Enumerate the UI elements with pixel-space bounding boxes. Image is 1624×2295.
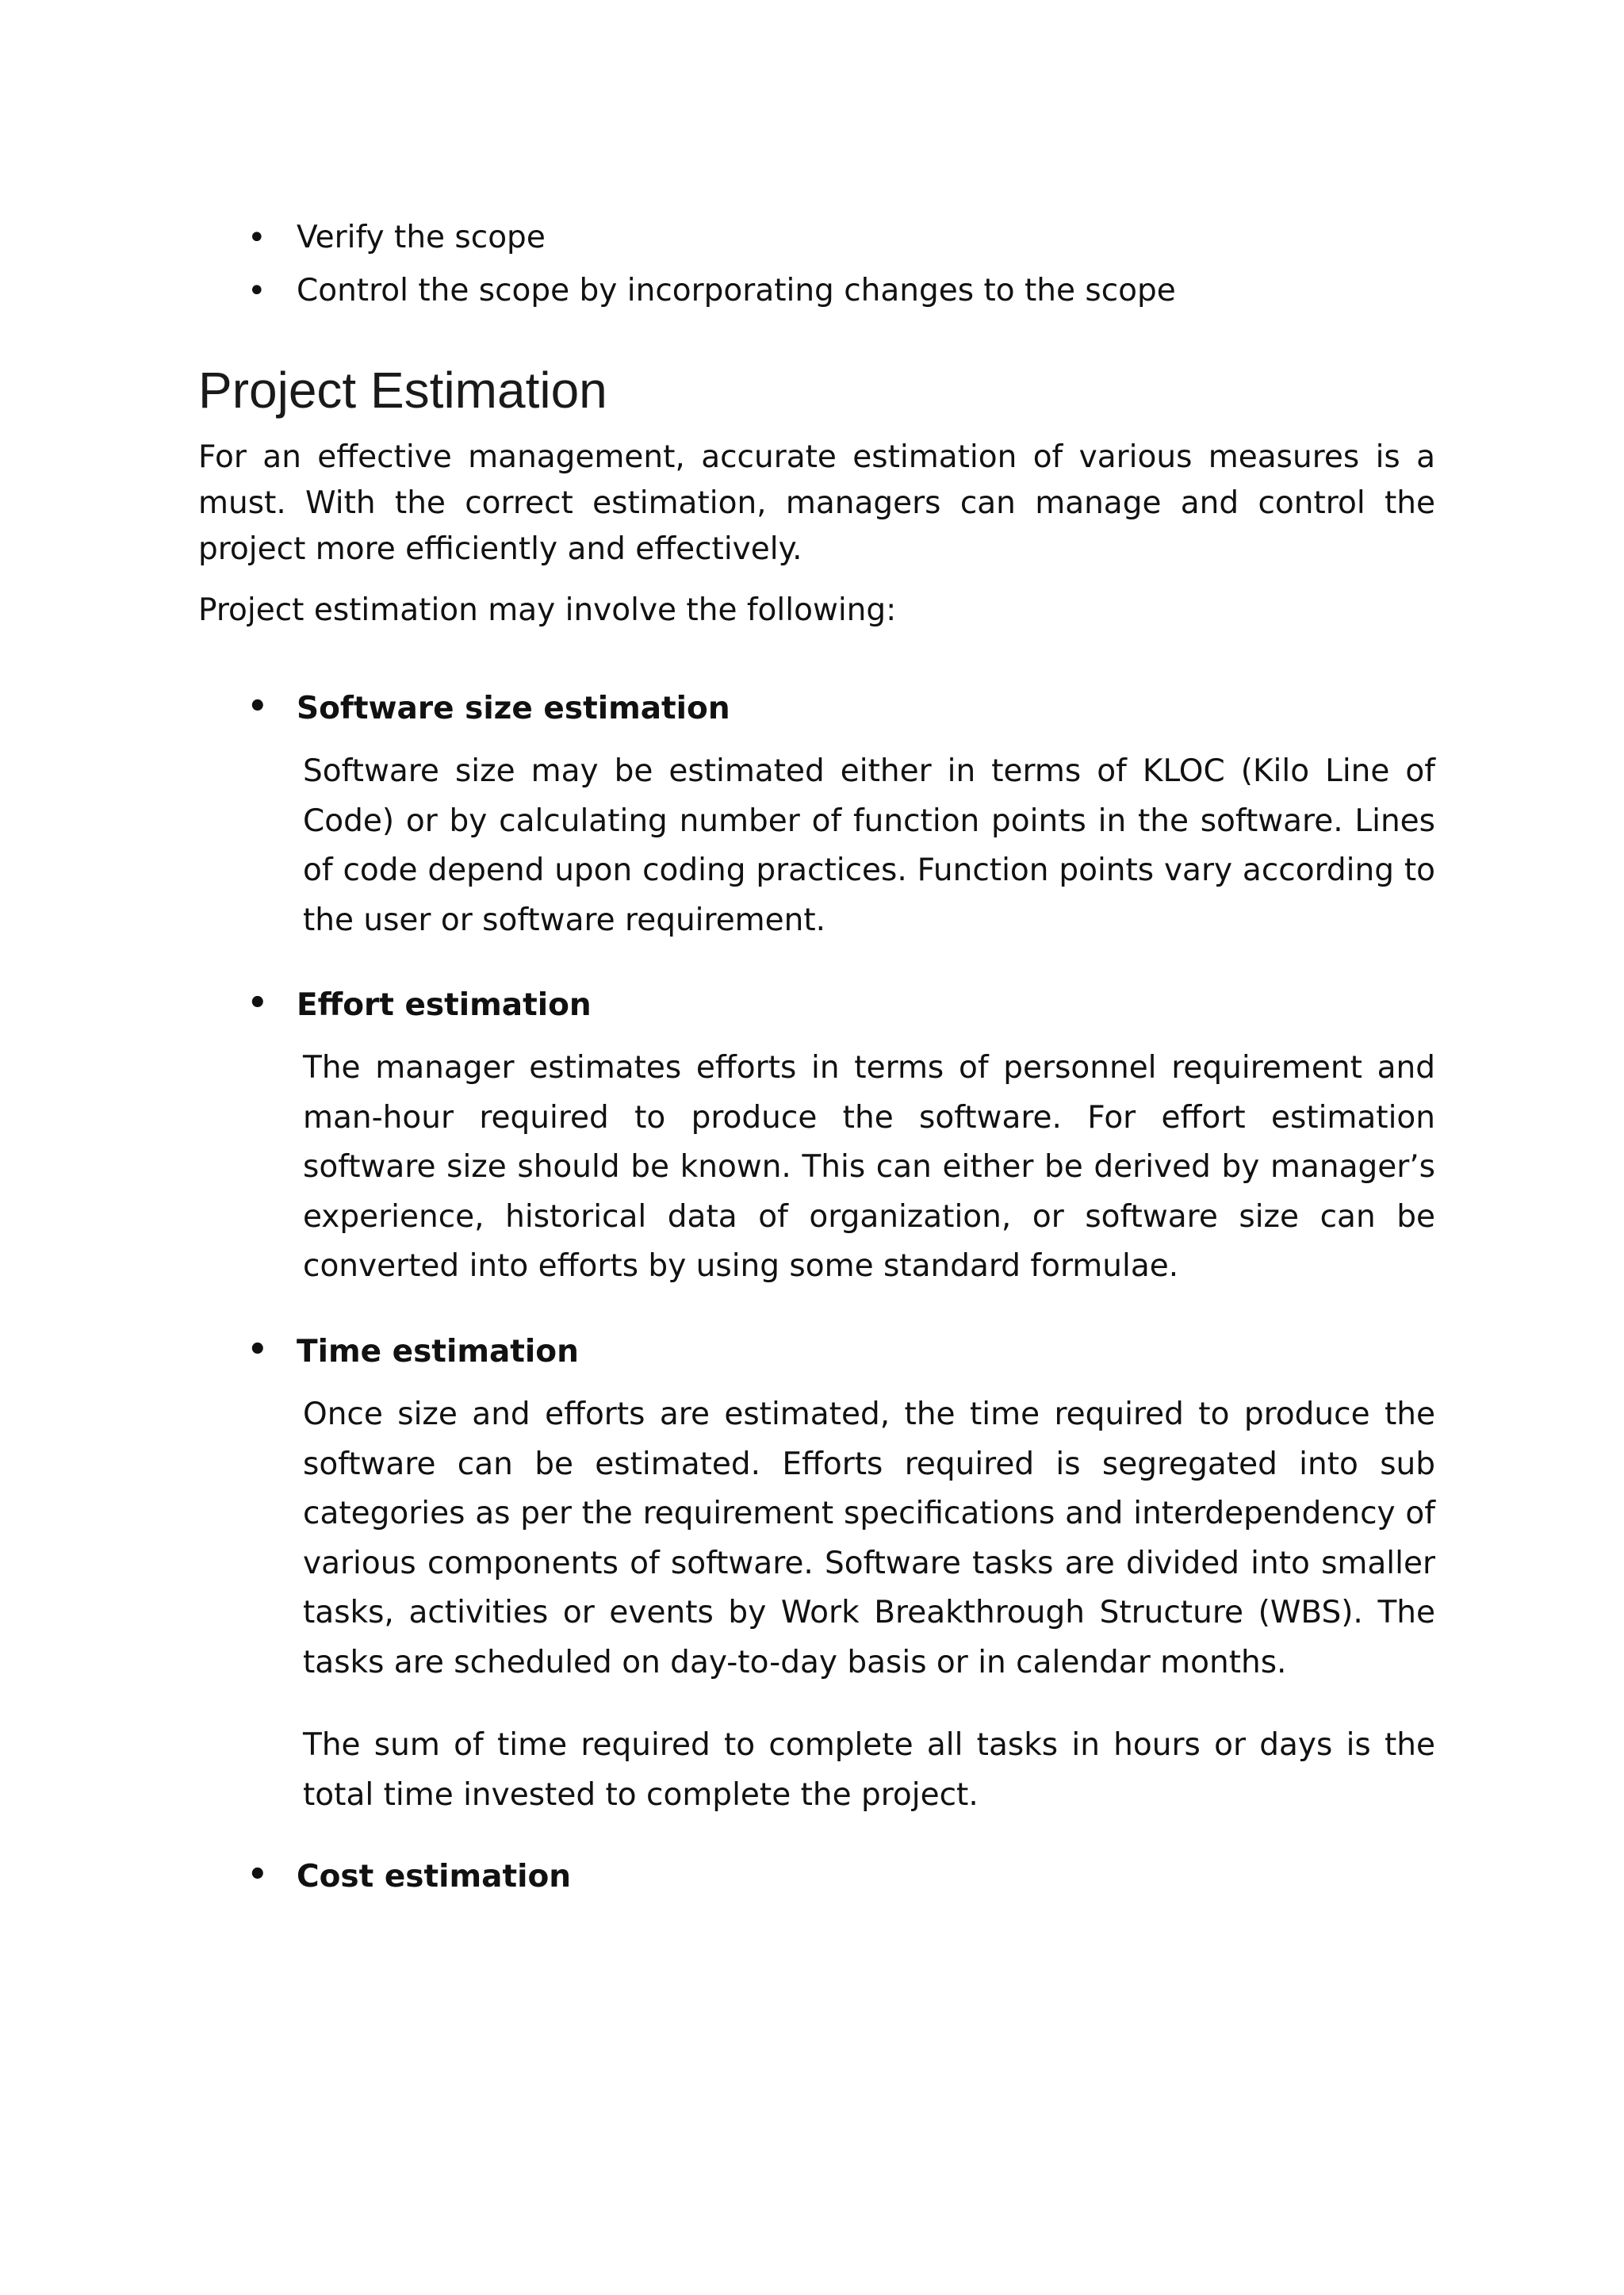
- section-title: [198, 1330, 1435, 1374]
- section-paragraph: The sum of time required to complete all tasks in hours or days is the total time invested to complete the project.: [303, 1727, 1435, 1813]
- section-paragraph: The manager estimates efforts in terms of personnel requirement and man-hour required to produce the software. For effort estimation software size should be known. This can either be derived by manager’s experience, historical data of organization, or software size can be converted into efforts by using some standard formulae.: [303, 1050, 1435, 1284]
- section-body: [303, 1044, 1435, 1292]
- section-title: [198, 983, 1435, 1028]
- intro-paragraph: For an effective management, accurate estimation of various measures is a must. With the correct estimation, managers can manage and control the project more efficiently and effectively.: [198, 439, 1435, 567]
- list-item: [198, 271, 1427, 311]
- bullet-icon: •: [247, 985, 268, 1021]
- section-paragraph: Software size may be estimated either in terms of KLOC (Kilo Line of Code) or by calculating number of function points in the software. Lines of code depend upon coding practices. Function points vary according to the user or software requirement.: [303, 753, 1435, 938]
- list-item: [198, 218, 1427, 258]
- cost-estimation-section: [198, 1855, 1435, 1899]
- lead-paragraph: Project estimation may involve the following:: [198, 592, 897, 628]
- effort-estimation-section: [198, 983, 1435, 1292]
- section-title: [198, 1855, 1435, 1899]
- section-paragraph: Once size and efforts are estimated, the time required to produce the software can be estimated. Efforts required is segregated into sub categories as per the requirement specifications and interdependency of various components of software. Software tasks are divided into smaller tasks, activities or events by Work Breakthrough Structure (WBS). The tasks are scheduled on day-to-day basis or in calendar months.: [303, 1397, 1435, 1680]
- software-size-estimation-section: [198, 687, 1435, 945]
- bullet-icon: •: [247, 220, 266, 256]
- section-title-text: Effort estimation: [297, 987, 592, 1023]
- scope-bullet-list: [198, 218, 1427, 324]
- section-title-text: Software size estimation: [297, 691, 730, 726]
- section-body: [303, 747, 1435, 945]
- list-item-text: Control the scope by incorporating changes to the scope: [297, 273, 1176, 308]
- section-body: [303, 1390, 1435, 1820]
- section-title-text: Cost estimation: [297, 1859, 572, 1895]
- bullet-icon: •: [247, 688, 268, 725]
- time-estimation-section: [198, 1330, 1435, 1820]
- bullet-icon: •: [247, 1331, 268, 1368]
- section-title-text: Time estimation: [297, 1334, 579, 1370]
- bullet-icon: •: [247, 273, 266, 309]
- bullet-icon: •: [247, 1856, 268, 1893]
- section-title: [198, 687, 1435, 731]
- list-item-text: Verify the scope: [297, 220, 546, 255]
- section-heading: Project Estimation: [198, 362, 607, 419]
